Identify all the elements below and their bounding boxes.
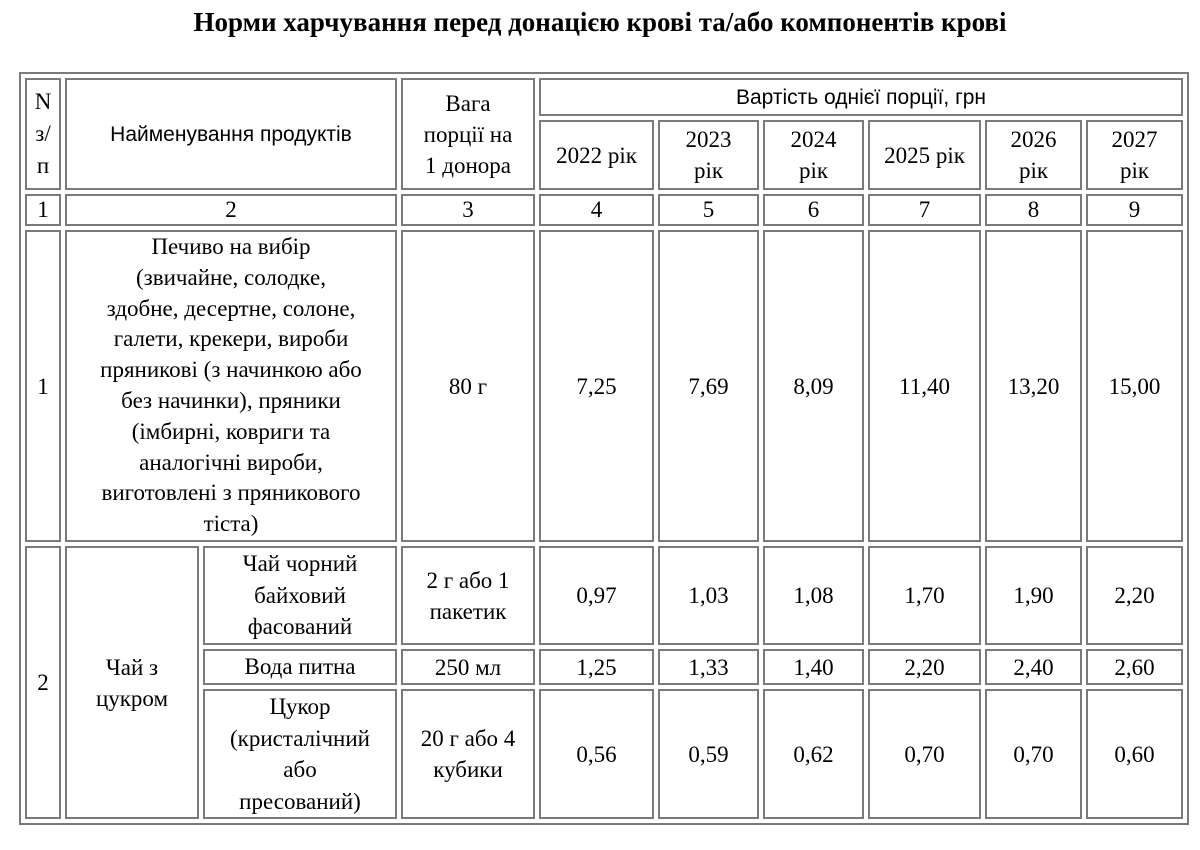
header-number-line: п [36, 153, 50, 178]
row-number: 1 [25, 230, 61, 542]
cost-2025: 2,20 [868, 649, 981, 685]
column-number: 5 [658, 194, 759, 226]
cost-2026: 0,70 [985, 689, 1082, 819]
row-number: 2 [25, 546, 61, 819]
header-number-line: N [34, 89, 52, 114]
header-weight-line: 1 донора [425, 152, 511, 178]
cost-2025: 11,40 [868, 230, 981, 542]
cost-2023: 0,59 [658, 689, 759, 819]
header-year-text: 2023 [685, 127, 732, 152]
cost-2023: 1,03 [658, 546, 759, 645]
table-header-row [25, 78, 1183, 116]
portion-weight: 80 г [401, 230, 535, 542]
product-name-sugar [203, 689, 397, 819]
column-number: 6 [763, 194, 864, 226]
cost-2022: 0,97 [539, 546, 654, 645]
header-product-name: Найменування продуктів [65, 78, 397, 190]
product-name-black-tea [203, 546, 397, 645]
product-name-line: здобне, десертне, солоне, [106, 295, 356, 321]
product-name-drinking-water [203, 649, 397, 685]
column-number: 4 [539, 194, 654, 226]
header-portion-weight [401, 78, 535, 190]
cost-2023: 1,33 [658, 649, 759, 685]
header-year-2024 [763, 120, 864, 190]
cost-2024: 1,40 [763, 649, 864, 685]
portion-weight [401, 546, 535, 645]
header-weight-line: Вага [445, 90, 491, 116]
portion-weight-line: кубики [433, 757, 503, 782]
cost-2027: 2,60 [1086, 649, 1183, 685]
product-group-line: Чай з [105, 654, 159, 680]
header-year-text: 2024 [790, 127, 837, 152]
header-year-text: 2025 рік [884, 142, 965, 168]
column-number: 2 [65, 194, 397, 226]
header-portion-cost: Вартість однієї порції, грн [539, 78, 1183, 116]
product-name-line: (кристалічний [230, 725, 370, 751]
header-year-text: 2026 [1010, 127, 1057, 152]
product-name-line: Вода питна [244, 654, 356, 680]
portion-weight-line: 20 г або 4 [420, 726, 516, 751]
header-number [25, 78, 61, 190]
product-name-line: галети, крекери, вироби [113, 326, 349, 352]
product-name-line: аналогічні вироби, [139, 449, 323, 475]
cost-2026: 1,90 [985, 546, 1082, 645]
cost-2025: 0,70 [868, 689, 981, 819]
cost-2024: 8,09 [763, 230, 864, 542]
column-number: 8 [985, 194, 1082, 226]
column-number: 1 [25, 194, 61, 226]
product-name-line: без начинки), пряники [121, 388, 341, 413]
product-name-line: Печиво на вибір [151, 234, 311, 260]
product-name-line: виготовлені з пряникового [101, 480, 361, 506]
product-name-line: Чай чорний [242, 551, 358, 577]
header-year-text: рік [693, 158, 724, 183]
header-year-text: рік [798, 158, 829, 183]
header-year-text: рік [1119, 158, 1150, 183]
cost-2024: 1,08 [763, 546, 864, 645]
cost-2026: 2,40 [985, 649, 1082, 685]
portion-weight [401, 689, 535, 819]
product-name-line: Цукор [269, 694, 331, 719]
portion-weight-line: 2 г або 1 [426, 567, 510, 593]
product-name-line: фасований [247, 614, 353, 640]
header-year-text: 2027 [1111, 127, 1158, 152]
portion-weight-line: пакетик [429, 598, 507, 624]
product-group-tea-with-sugar [65, 546, 199, 819]
header-weight-line: порції на [423, 121, 513, 147]
product-group-line: цукром [95, 685, 169, 711]
cost-2026: 13,20 [985, 230, 1082, 542]
cost-2024: 0,62 [763, 689, 864, 819]
cost-2027: 15,00 [1086, 230, 1183, 542]
cost-2025: 1,70 [868, 546, 981, 645]
product-name-cookies [65, 230, 397, 542]
product-name-line: пресований) [239, 788, 361, 814]
product-name-line: (імбирні, ковриги та [131, 418, 331, 444]
header-year-text: 2022 рік [556, 142, 637, 168]
product-name-line: пряникові (з начинкою або [100, 357, 362, 383]
cost-2027: 0,60 [1086, 689, 1183, 819]
table-row-tea [25, 546, 1183, 645]
portion-weight-line: 250 мл [434, 654, 502, 680]
column-number: 7 [868, 194, 981, 226]
nutrition-norms-table [19, 72, 1189, 825]
column-number-row [25, 194, 1183, 226]
header-year-2026 [985, 120, 1082, 190]
page-title: Норми харчування перед донацією крові та/або компонентів крові [193, 7, 1007, 37]
product-name-line: тіста) [203, 511, 259, 537]
cost-2022: 1,25 [539, 649, 654, 685]
cost-2022: 0,56 [539, 689, 654, 819]
header-year-2023 [658, 120, 759, 190]
header-year-2027 [1086, 120, 1183, 190]
header-number-line: з/ [35, 121, 51, 146]
product-name-line: (звичайне, солодке, [136, 264, 326, 290]
portion-weight [401, 649, 535, 685]
cost-2027: 2,20 [1086, 546, 1183, 645]
header-year-text: рік [1018, 158, 1049, 183]
header-year-2025 [868, 120, 981, 190]
column-number: 9 [1086, 194, 1183, 226]
product-name-line: байховий [254, 582, 346, 608]
column-number: 3 [401, 194, 535, 226]
header-year-2022 [539, 120, 654, 190]
product-name-line: або [283, 757, 317, 782]
cost-2022: 7,25 [539, 230, 654, 542]
cost-2023: 7,69 [658, 230, 759, 542]
table-row-cookies [25, 230, 1183, 542]
